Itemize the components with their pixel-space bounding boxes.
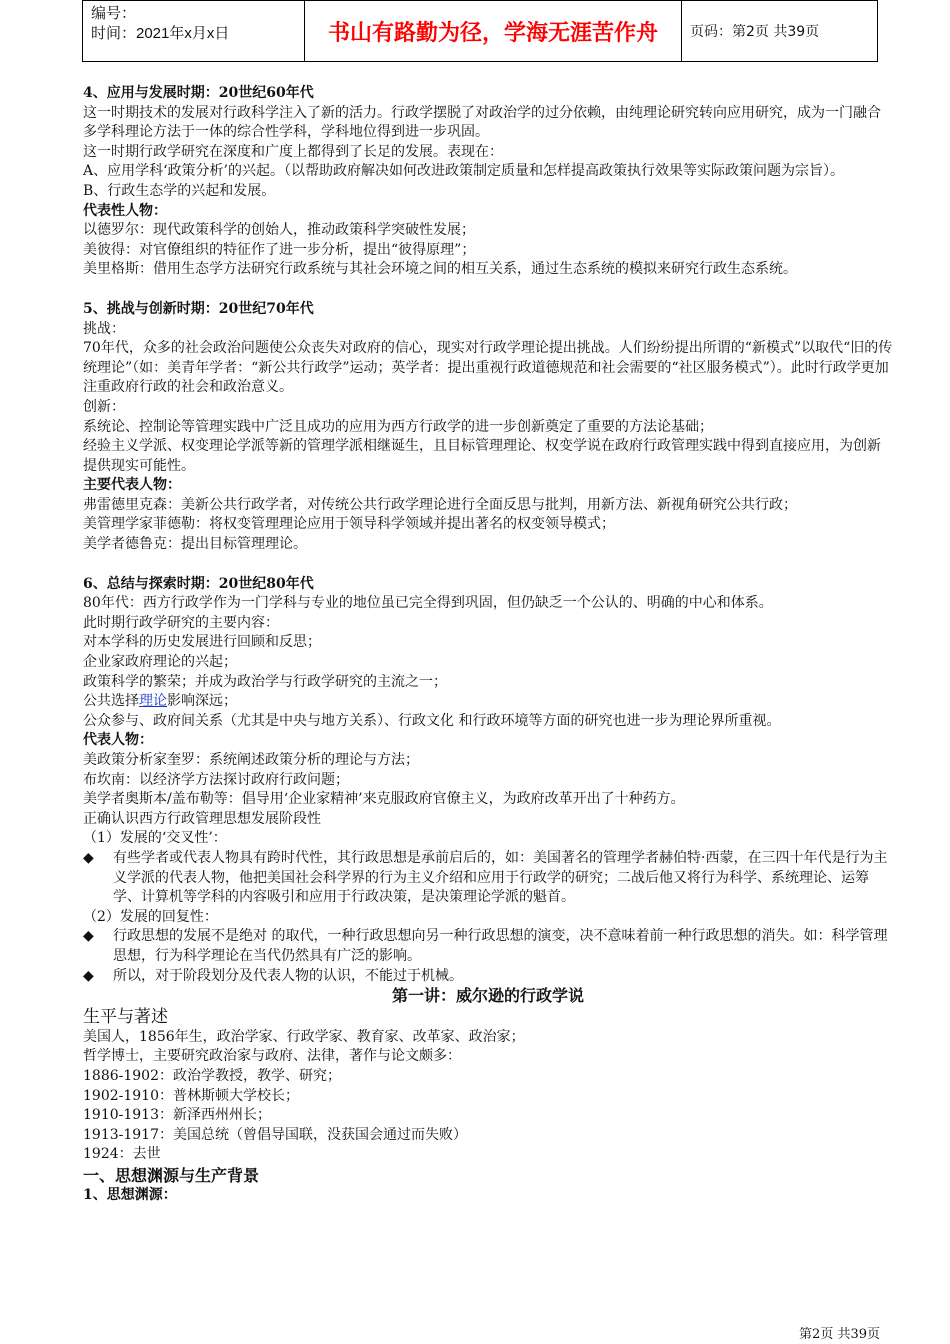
diamond-bullet-icon: ◆ [83,928,94,945]
subheading: 生平与著述 [83,1006,168,1027]
header-meta [83,1,305,61]
representatives-title: 主要代表人物： [83,477,181,494]
bullet-item: ◆ 行政思想的发展不是绝对 的取代，一种行政思想向另一种行政思想的演变，决不意味着前一种行政思想的消失。如：科学管理思想，行为科学理论在当代仍然具有广泛的影响。 [83,927,893,966]
diamond-bullet-icon: ◆ [83,967,94,984]
paragraph: 美学者奥斯本/盖布勒等：倡导用‘企业家精神’来克服政府官僚主义，为政府改革开出了十种药方。 [83,791,685,808]
header-page-number: 页码：第2页 共39页 [690,24,820,40]
paragraph: （1）发展的‘交叉性’： [83,830,227,847]
serial-label: 编号： [91,5,137,22]
header-motto: 书山有路勤为径，学海无涯苦作舟 [305,1,682,61]
document-body [83,84,893,1205]
section-6-title: 6、总结与探索时期：20世纪80年代 [83,575,314,592]
paragraph: 1913-1917：美国总统（曾倡导国联，没获国会通过而失败） [83,1126,467,1143]
paragraph: 企业家政府理论的兴起； [83,654,237,671]
paragraph: 哲学博士，主要研究政治家与政府、法律，著作与论文颇多： [83,1048,461,1065]
lecture-title: 第一讲：威尔逊的行政学说 [391,986,584,1006]
paragraph: 80年代：西方行政学作为一门学科与专业的地位虽已完全得到巩固，但仍缺乏一个公认的、明确的中心和体系。 [83,595,773,612]
paragraph: 美学者德鲁克：提出目标管理理论。 [83,536,307,553]
paragraph: （2）发展的回复性： [83,908,218,925]
paragraph: 系统论、控制论等管理实践中广泛且成功的应用为西方行政学的进一步创新奠定了重要的方法论基础； [83,418,713,435]
paragraph: 弗雷德里克森：美新公共行政学者，对传统公共行政学理论进行全面反思与批判，用新方法、新视角研究公共行政； [83,496,797,513]
section-5-title: 5、挑战与创新时期：20世纪70年代 [83,300,314,317]
paragraph: 美国人，1856年生，政治学家、行政学家、教育家、改革家、政治家； [83,1028,525,1045]
paragraph: 70年代，众多的社会政治问题使公众丧失对政府的信心，现实对行政学理论提出挑战。人们纷纷提出所谓的“新模式”以取代“旧的传统理论”（如：美青年学者：“新公共行政学”运动；英学者：提出重视行政道德规范和社会需要的“社区服务模式”）。此时行政学更加注重政府行政的社会和政治意义。 [83,340,893,396]
paragraph: 对本学科的历史发展进行回顾和反思； [83,634,321,651]
theory-link[interactable]: 理论 [139,693,167,710]
paragraph: 公共选择理论影响深远； [83,693,237,710]
paragraph: 1924：去世 [83,1146,161,1163]
paragraph: 以德罗尔：现代政策科学的创始人，推动政策科学突破性发展； [83,222,475,239]
subsection-heading: 1、思想渊源： [83,1186,177,1203]
paragraph: 政策科学的繁荣；并成为政治学与行政学研究的主流之一； [83,673,447,690]
paragraph: 美政策分析家奎罗：系统阐述政策分析的理论与方法； [83,752,419,768]
paragraph: 经验主义学派、权变理论学派等新的管理学派相继诞生，且目标管理理论、权变学说在政府行政管理实践中得到直接应用，为创新提供现实可能性。 [83,438,881,474]
date-text: 时间：2021年x月x日 [91,25,230,42]
representatives-title: 代表人物： [83,732,153,749]
bullet-item: ◆ 所以，对于阶段划分及代表人物的认识，不能过于机械。 [83,967,893,987]
paragraph: 1902-1910：普林斯顿大学校长； [83,1087,299,1104]
paragraph: 创新： [83,398,125,415]
paragraph: 美里格斯：借用生态学方法研究行政系统与其社会环境之间的相互关系，通过生态系统的模拟来研究行政生态系统。 [83,261,797,278]
paragraph: 美彼得：对官僚组织的特征作了进一步分析，提出“彼得原理”； [83,241,476,258]
paragraph: B、行政生态学的兴起和发展。 [83,182,276,199]
paragraph: 正确认识西方行政管理思想发展阶段性 [83,810,321,827]
page-header [82,0,878,62]
section-heading: 一、思想渊源与生产背景 [83,1165,260,1185]
paragraph: 美管理学家菲德勒：将权变管理理论应用于领导科学领域并提出著名的权变领导模式； [83,516,615,533]
paragraph: 此时期行政学研究的主要内容： [83,614,279,631]
paragraph: A、应用学科‘政策分析’的兴起。（以帮助政府解决如何改进政策制定质量和怎样提高政策执行效果等实际政策问题为宗旨）。 [83,163,845,180]
diamond-bullet-icon: ◆ [83,849,94,866]
paragraph: 挑战： [83,320,125,337]
paragraph: 公众参与、政府间关系（尤其是中央与地方关系）、行政文化 和行政环境等方面的研究也进一步为理论界所重视。 [83,712,781,729]
section-4-title: 4、应用与发展时期：20世纪60年代 [83,85,314,101]
paragraph: 布坎南：以经济学方法探讨政府行政问题； [83,771,349,788]
paragraph: 这一时期行政学研究在深度和广度上都得到了长足的发展。表现在： [83,143,503,160]
paragraph: 这一时期技术的发展对行政科学注入了新的活力。行政学摆脱了对政治学的过分依赖，由纯理论研究转向应用研究，成为一门融合多学科理论方法于一体的综合性学科，学科地位得到进一步巩固。 [83,104,881,141]
paragraph: 1886-1902：政治学教授，教学、研究； [83,1067,341,1084]
paragraph: 1910-1913：新泽西州州长； [83,1107,271,1124]
bullet-item: ◆ 有些学者或代表人物具有跨时代性，其行政思想是承前启后的，如：美国著名的管理学者赫伯特·西蒙，在三四十年代是行为主义学派的代表人物，他把美国社会科学界的行为主义介绍和应用于行政学的研究；二战后他又将行为科学、系统理论、运筹学、计算机等学科的内容吸引和应用于行政决策，是决策理论学派的魁首。 [83,849,893,908]
representatives-title: 代表性人物： [83,202,167,219]
page-footer: 第2页 共39页 [799,1327,880,1342]
